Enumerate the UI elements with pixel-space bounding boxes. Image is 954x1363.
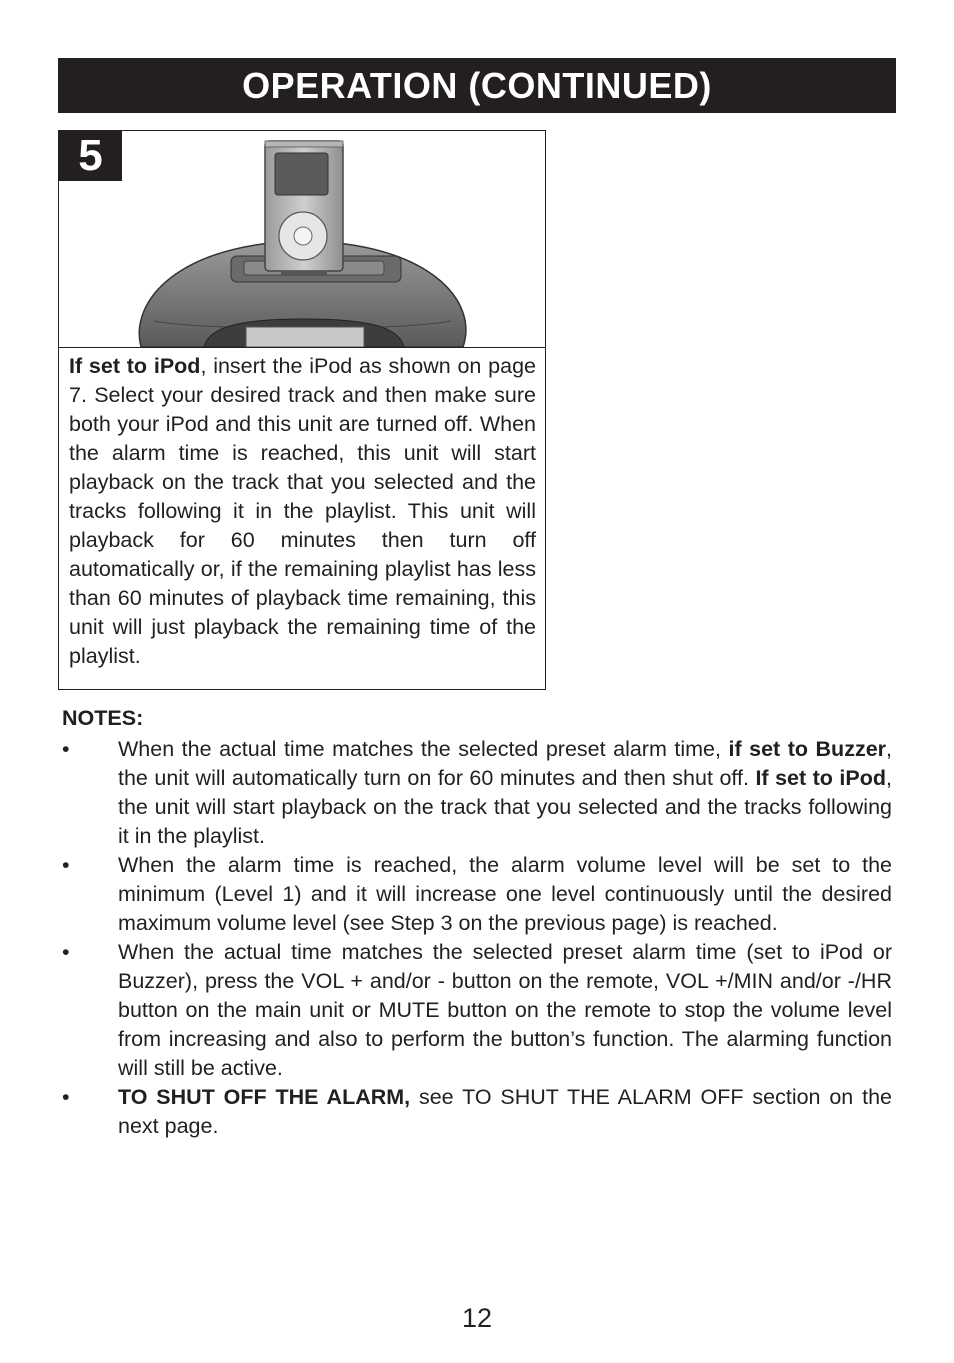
note-segment: , the unit will start playback on the track that you selected and the tracks following it in the playlist. [118,766,892,848]
step-text: , insert the iPod as shown on page 7. Select your desired track and then make sure both your iPod and this unit are turned off. When the alarm time is reached, this unit will start playback on the track that you selected and the tracks following it in the playlist. This unit will playback for 60 minutes then turn off automatically or, if the remaining playlist has less than 60 minutes of playback time remaining, this unit will just playback the remaining time of the playlist. [69,354,536,668]
note-item [60,851,892,938]
note-item [60,735,892,851]
note-text [118,1083,892,1141]
step-divider [59,347,545,348]
note-segment: , the unit will automatically turn on for 60 minutes and then shut off. [118,737,893,790]
step-bold-label: If set to iPod [69,354,201,378]
note-item [60,938,892,1083]
page-number: 12 [461,1303,493,1333]
step-number [59,131,122,181]
note-segment: see TO SHUT THE ALARM OFF section on the next page. [118,1085,892,1138]
note-bold: if set to Buzzer [728,737,887,761]
note-bold: If set to iPod [755,766,887,790]
bullet-icon: • [62,1085,70,1109]
bullet-icon: • [62,853,70,877]
note-item [60,1083,892,1141]
note-segment: When the alarm time is reached, the alarm volume level will be set to the minimum (Level 1) and it will increase one level continuously until the desired maximum volume level (see Step 3 on the previous page) is reached. [118,853,892,935]
header-title: OPERATION (CONTINUED) [242,64,712,106]
step-number-text: 5 [78,131,103,180]
bullet-icon: • [62,737,70,761]
note-text [118,851,892,938]
ipod-dock-illustration [59,131,545,347]
page-header [58,58,896,113]
note-text [118,735,892,851]
step-box [58,130,546,690]
notes-title: NOTES: [62,706,144,730]
notes-list [60,735,892,1141]
note-bold: TO SHUT OFF THE ALARM, [118,1085,411,1109]
bullet-icon: • [62,940,70,964]
note-text [118,938,892,1083]
step-description [69,352,536,671]
note-segment: When the actual time matches the selected preset alarm time, [118,737,729,761]
note-segment: When the actual time matches the selected preset alarm time (set to iPod or Buzzer), press the VOL + and/or - button on the remote, VOL +/MIN and/or -/HR button on the main unit or MUTE button on the remote to stop the volume level from increasing and also to perform the button’s function. The alarming function will still be active. [118,940,892,1080]
